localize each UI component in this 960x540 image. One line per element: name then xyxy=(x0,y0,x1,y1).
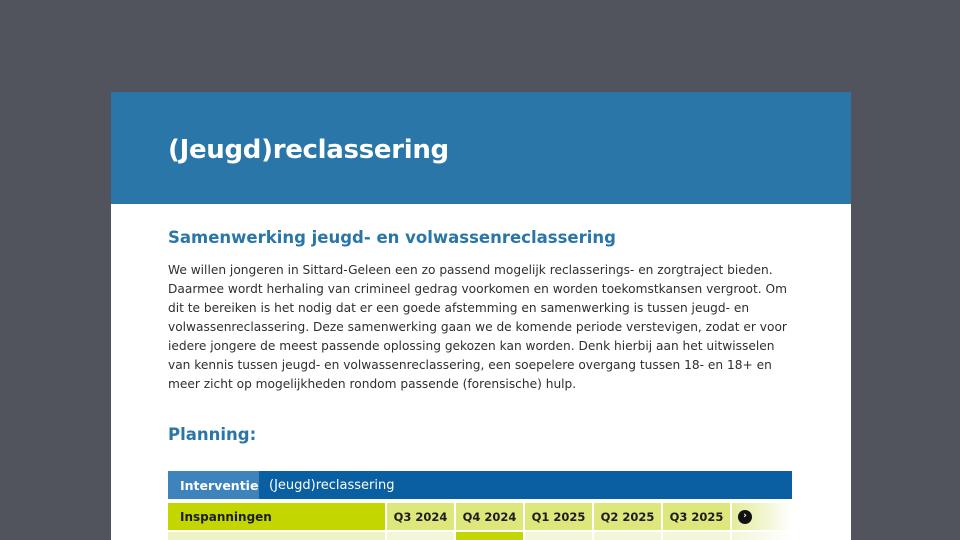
planning-heading: Planning: xyxy=(168,425,257,444)
page-content xyxy=(111,228,851,540)
partial-cell xyxy=(663,532,730,540)
page-header xyxy=(111,92,851,204)
partial-cell-active xyxy=(456,532,523,540)
section-paragraph: We willen jongeren in Sittard-Geleen een zo passend mogelijk reclasserings- en zorgtraject bieden. Daarmee wordt herhaling van crimineel gedrag voorkomen en worden toekomstkansen vergroot. Om dit te bereiken is het nodig dat er een goede afstemming en samenwerking is tussen jeugd- en volwassenreclassering. Deze samenwerking gaan we de komende periode verstevigen, zodat er voor iedere jongere de meest passende oplossing gekozen kan worden. Denk hierbij aan het uitwisselen van kennis tussen jeugd- en volwassenreclassering, een soepelere overgang tussen 18- en 18+ en meer zicht op mogelijkheden rondom passende (forensische) hulp. xyxy=(168,263,787,391)
interventie-value: (Jeugd)reclassering xyxy=(269,477,395,493)
planning-table xyxy=(168,471,792,540)
partial-cell xyxy=(594,532,661,540)
quarter-q3-2025: Q3 2025 xyxy=(663,503,730,530)
partial-row-label xyxy=(168,532,385,540)
interventie-label: Interventie xyxy=(168,471,259,499)
quarter-q2-2025: Q2 2025 xyxy=(594,503,661,530)
inspanningen-label: Inspanningen xyxy=(168,503,385,530)
partial-cell xyxy=(525,532,592,540)
page-title: (Jeugd)reclassering xyxy=(168,135,449,165)
table-header-row xyxy=(168,471,792,499)
quarter-q1-2025: Q1 2025 xyxy=(525,503,592,530)
quarters-row xyxy=(168,503,792,530)
partial-cell-end xyxy=(732,532,792,540)
partial-cell xyxy=(387,532,454,540)
next-quarters-cell[interactable] xyxy=(732,503,792,530)
quarter-q4-2024: Q4 2024 xyxy=(456,503,523,530)
chevron-right-circle-icon[interactable]: › xyxy=(738,510,752,524)
table-row xyxy=(168,532,792,540)
document-page xyxy=(111,92,851,540)
quarter-q3-2024: Q3 2024 xyxy=(387,503,454,530)
section-heading: Samenwerking jeugd- en volwassenreclassering xyxy=(168,228,616,247)
